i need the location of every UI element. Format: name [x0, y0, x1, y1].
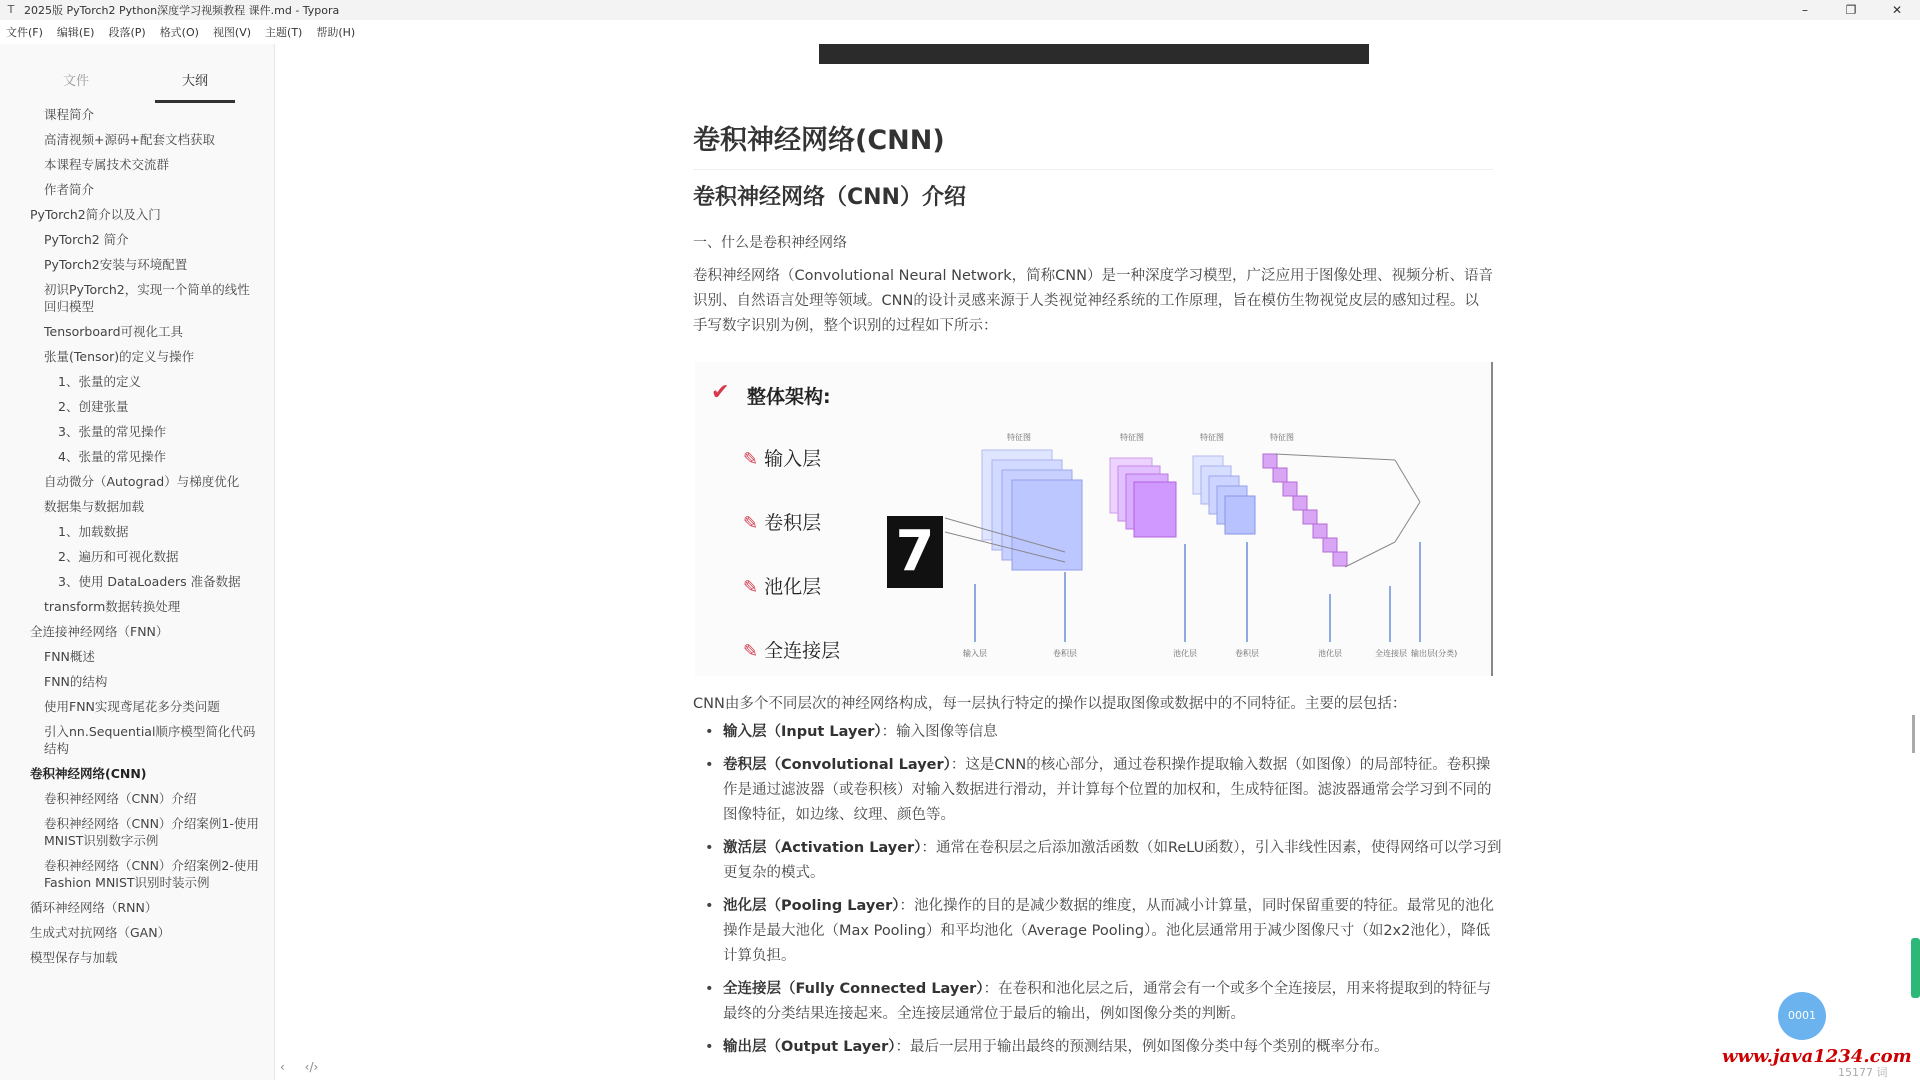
sidebar-tabs — [0, 58, 274, 98]
list-item — [693, 1035, 1503, 1060]
editor[interactable] — [275, 44, 1920, 1080]
feature-map — [1225, 496, 1255, 534]
list-item — [693, 753, 1503, 828]
pencil-icon: ✎ — [743, 577, 759, 598]
bullet-dot: • — [705, 724, 714, 740]
bottom-label: 全连接层 — [1375, 649, 1407, 658]
outline-item[interactable]: 3、使用 DataLoaders 准备数据 — [58, 574, 241, 589]
outline-item[interactable]: 卷积神经网络（CNN）介绍案例1-使用MNIST识别数字示例 — [44, 816, 259, 848]
outline-item[interactable]: 卷积神经网络（CNN）介绍案例2-使用Fashion MNIST识别时装示例 — [44, 858, 259, 890]
heading-4: 一、什么是卷积神经网络 — [693, 235, 847, 251]
figure-title: 整体架构: — [747, 386, 831, 408]
tab-outline-label: 大纲 — [181, 74, 208, 89]
feature-label: 特征图 — [1120, 433, 1144, 442]
bullet-term: 卷积层（Convolutional Layer） — [723, 757, 951, 773]
pencil-icon: ✎ — [743, 449, 759, 470]
tab-files[interactable]: 文件 — [62, 74, 89, 89]
bullet-dot: • — [705, 1039, 714, 1055]
checkmark-icon: ✔ — [711, 380, 730, 405]
menu-format[interactable]: 格式(O) — [159, 26, 199, 39]
heading-1: 卷积神经网络(CNN) — [693, 118, 1493, 170]
maximize-button[interactable]: ❐ — [1845, 3, 1857, 17]
bullet-text: ：输入图像等信息 — [881, 724, 998, 740]
pencil-icon: ✎ — [743, 641, 759, 662]
menu-edit[interactable]: 编辑(E) — [56, 26, 95, 39]
source-code-icon[interactable]: ‹/› — [304, 1060, 319, 1074]
list-item — [693, 836, 1503, 886]
cnn-architecture-figure — [695, 362, 1493, 676]
bullet-text: ：在卷积和池化层之后，通常会有一个或多个全连接层，用来将提取到的特征与最终的分类结果连接起来。全连接层通常位于最后的输出，例如图像分类的判断。 — [723, 981, 1492, 1022]
outline-item[interactable]: PyTorch2 简介 — [44, 232, 129, 247]
list-item — [693, 720, 1503, 745]
outline-item[interactable]: 2、遍历和可视化数据 — [58, 549, 179, 564]
window-title: 2025版 PyTorch2 Python深度学习视频教程 课件.md - Typora — [24, 4, 340, 17]
outline-item[interactable]: FNN概述 — [44, 649, 95, 664]
feature-label: 特征图 — [1270, 433, 1294, 442]
bullet-term: 输入层（Input Layer） — [723, 724, 882, 740]
feature-map — [1134, 482, 1176, 537]
menu-theme[interactable]: 主题(T) — [265, 26, 303, 39]
intro-paragraph: 卷积神经网络（Convolutional Neural Network，简称CNN）是一种深度学习模型，广泛应用于图像处理、视频分析、语音识别、自然语言处理等领域。CNN的设计灵感来源于人类视觉神经系统的工作原理，旨在模仿生物视觉皮层的感知过程。以手写数字识别为例，整个识别的过程如下所示： — [693, 268, 1493, 334]
list-item — [693, 977, 1503, 1027]
outline-item[interactable]: 4、张量的常见操作 — [58, 449, 166, 464]
chat-bubble[interactable]: 0001 — [1778, 992, 1826, 1040]
outline-item[interactable]: PyTorch2简介以及入门 — [30, 207, 161, 222]
bullet-text: ：最后一层用于输出最终的预测结果，例如图像分类中每个类别的概率分布。 — [895, 1039, 1389, 1055]
outline-item[interactable]: 数据集与数据加载 — [44, 499, 145, 514]
outline-item[interactable]: 1、加载数据 — [58, 524, 129, 539]
outline-item[interactable]: PyTorch2安装与环境配置 — [44, 257, 188, 272]
outline-item[interactable]: 高清视频+源码+配套文档获取 — [44, 132, 215, 147]
menu-paragraph[interactable]: 段落(P) — [108, 26, 146, 39]
close-button[interactable]: ✕ — [1891, 3, 1903, 17]
side-widget[interactable] — [1911, 938, 1920, 998]
sidebar — [0, 44, 275, 1080]
outline-item[interactable]: 初识PyTorch2，实现一个简单的线性回归模型 — [44, 282, 250, 314]
figure-layer-pool: ✎ 池化层 — [743, 576, 822, 598]
menu-help[interactable]: 帮助(H) — [316, 26, 356, 39]
outline-item[interactable]: 1、张量的定义 — [58, 374, 141, 389]
bullet-text: ：通常在卷积层之后添加激活函数（如ReLU函数），引入非线性因素，使得网络可以学习到更复杂的模式。 — [723, 840, 1502, 881]
outline-item[interactable]: 2、创建张量 — [58, 399, 129, 414]
outline-item[interactable]: 使用FNN实现鸢尾花多分类问题 — [44, 699, 220, 714]
bullet-term: 激活层（Activation Layer） — [723, 840, 922, 856]
feature-label: 特征图 — [1007, 433, 1031, 442]
outline-item[interactable]: 卷积神经网络（CNN）介绍 — [44, 791, 197, 806]
figure-layer-conv: ✎ 卷积层 — [743, 512, 822, 534]
bullet-dot: • — [705, 840, 714, 856]
code-block-end — [819, 44, 1369, 64]
minimize-button[interactable]: – — [1802, 3, 1808, 17]
outline-item[interactable]: transform数据转换处理 — [44, 599, 181, 614]
bullet-term: 输出层（Output Layer） — [723, 1039, 896, 1055]
figure-layer-fc: ✎ 全连接层 — [743, 640, 841, 662]
feature-label: 特征图 — [1200, 433, 1224, 442]
bullet-dot: • — [705, 981, 714, 997]
layers-paragraph: CNN由多个不同层次的神经网络构成，每一层执行特定的操作以提取图像或数据中的不同特征。主要的层包括： — [693, 696, 1407, 712]
tab-outline[interactable] — [155, 70, 235, 89]
outline-item[interactable]: 全连接神经网络（FNN） — [30, 624, 169, 639]
pencil-icon: ✎ — [743, 513, 759, 534]
outline-item[interactable]: 引入nn.Sequential顺序模型简化代码结构 — [44, 724, 256, 756]
heading-2: 卷积神经网络（CNN）介绍 — [693, 185, 966, 210]
bottom-label: 输出层(分类) — [1411, 649, 1458, 658]
menu-view[interactable]: 视图(V) — [212, 26, 252, 39]
menu-bar — [0, 22, 1920, 42]
bottom-label: 卷积层 — [1053, 649, 1077, 658]
bullet-dot: • — [705, 898, 714, 914]
outline-item[interactable]: 循环神经网络（RNN） — [30, 900, 158, 915]
bottom-label: 卷积层 — [1235, 649, 1259, 658]
outline-item[interactable]: FNN的结构 — [44, 674, 108, 689]
feature-map — [1012, 480, 1082, 570]
list-item — [693, 894, 1503, 969]
title-bar — [0, 0, 1920, 20]
outline-item[interactable]: 卷积神经网络(CNN) — [30, 766, 147, 781]
bottom-label: 输入层 — [963, 649, 987, 658]
bullet-term: 全连接层（Fully Connected Layer） — [723, 981, 984, 997]
figure-layer-input: ✎ 输入层 — [743, 448, 822, 470]
menu-file[interactable]: 文件(F) — [6, 26, 43, 39]
watermark: www.java1234.com — [1722, 1046, 1912, 1067]
outline-item[interactable]: 课程简介 — [44, 107, 95, 122]
bottom-label: 池化层 — [1173, 649, 1197, 658]
bullet-text: ：这是CNN的核心部分，通过卷积操作提取输入数据（如图像）的局部特征。卷积操作是通过滤波器（或卷积核）对输入数据进行滑动，并计算每个位置的加权和，生成特征图。滤波器通常会学习到不同的图像特征，如边缘、纹理、颜色等。 — [723, 757, 1492, 823]
outline-item[interactable]: 自动微分（Autograd）与梯度优化 — [44, 474, 240, 489]
back-icon[interactable]: ‹ — [280, 1060, 285, 1074]
outline-item[interactable]: 模型保存与加载 — [30, 950, 118, 965]
word-count[interactable]: 15177 词 — [1838, 1066, 1888, 1079]
bullet-text: ：池化操作的目的是减少数据的维度，从而减小计算量，同时保留重要的特征。最常见的池化操作是最大池化（Max Pooling）和平均池化（Average Pooling）。池化层通常用于减少图像尺寸（如2x2池化），降低计算负担。 — [723, 898, 1495, 964]
outline-item[interactable]: 生成式对抗网络（GAN） — [30, 925, 171, 940]
cnn-diagram — [875, 422, 1475, 672]
bottom-label: 池化层 — [1318, 649, 1342, 658]
outline-item[interactable]: Tensorboard可视化工具 — [44, 324, 184, 339]
outline-item[interactable]: 3、张量的常见操作 — [58, 424, 166, 439]
bullet-term: 池化层（Pooling Layer） — [723, 898, 900, 914]
outline-item[interactable]: 本课程专属技术交流群 — [44, 157, 170, 172]
flatten-strip — [1263, 454, 1347, 566]
scrollbar-thumb[interactable] — [1912, 715, 1915, 753]
bullet-dot: • — [705, 757, 714, 773]
layer-bullet-list — [693, 720, 1503, 1068]
typora-icon: T — [7, 3, 15, 16]
outline-item[interactable]: 张量(Tensor)的定义与操作 — [44, 349, 195, 364]
outline-item[interactable]: 作者简介 — [44, 182, 95, 197]
digit-image: 7 — [887, 516, 943, 588]
outline-list — [0, 102, 274, 970]
